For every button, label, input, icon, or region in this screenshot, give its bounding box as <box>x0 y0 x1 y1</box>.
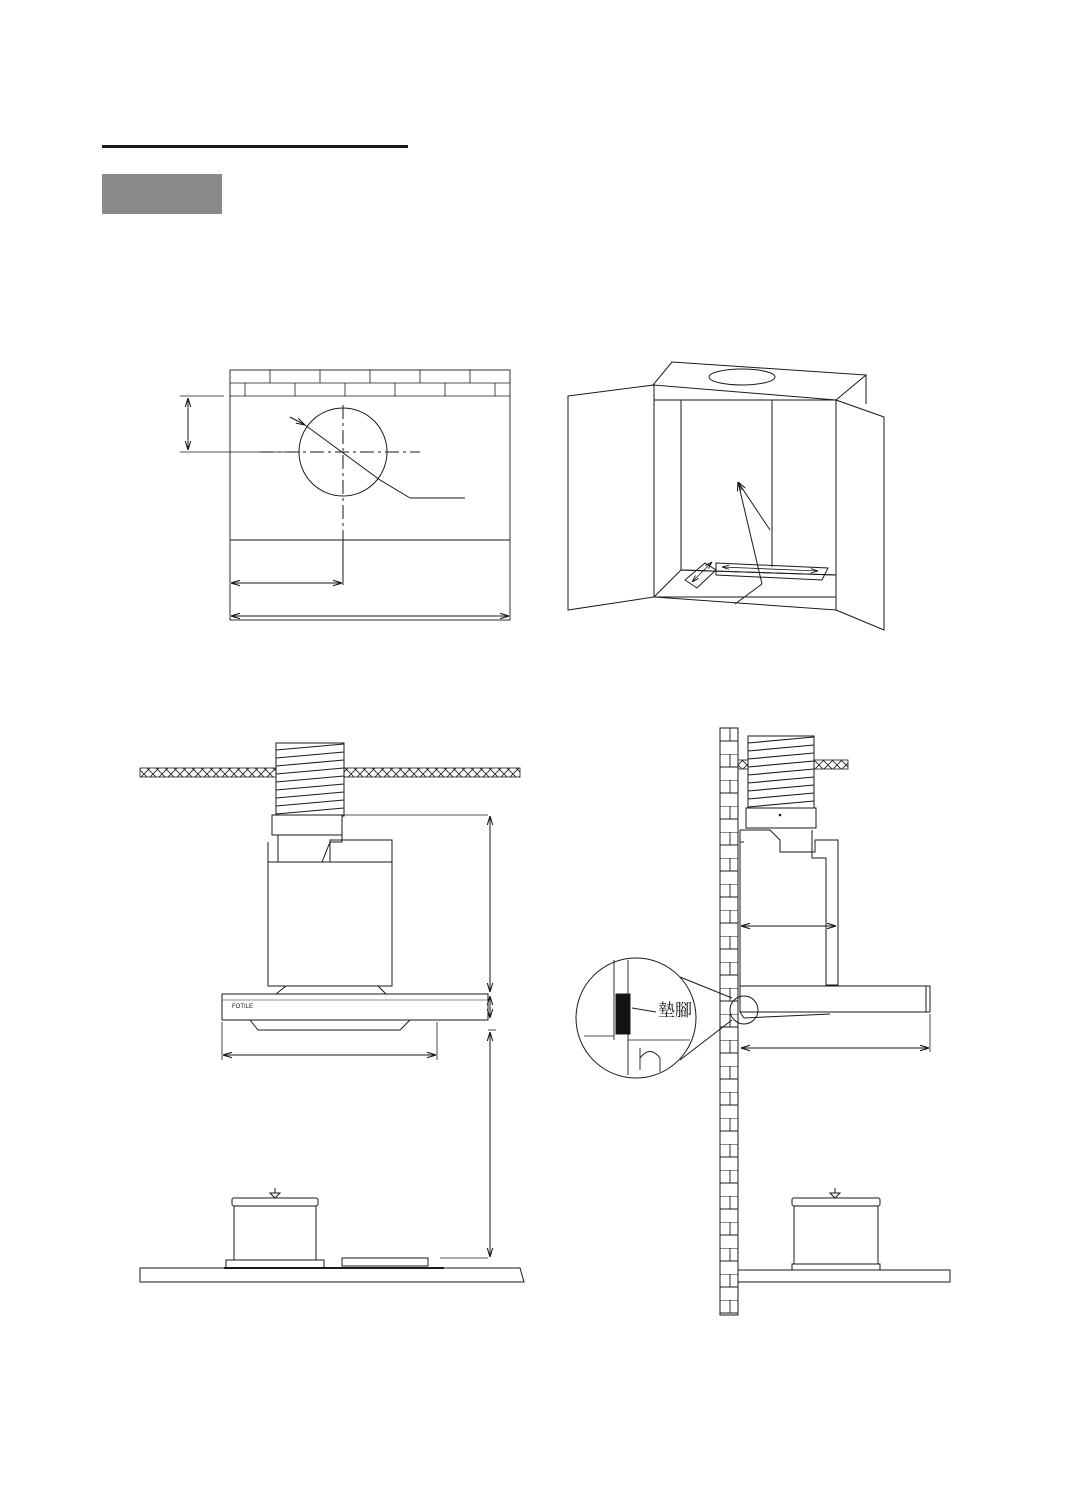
rubber-pad <box>616 994 630 1034</box>
cabinet-top-hole <box>709 369 775 385</box>
hood-side-installation <box>720 728 950 1315</box>
hood-front-installation <box>140 743 524 1282</box>
hood-brand-logo: FOTILE <box>232 1004 254 1010</box>
pad-detail-callout <box>576 958 732 1078</box>
wall-hole-front-view <box>180 370 510 620</box>
wall-cabinet-perspective <box>568 362 884 630</box>
pad-detail-label: 墊腳 <box>658 1001 692 1021</box>
